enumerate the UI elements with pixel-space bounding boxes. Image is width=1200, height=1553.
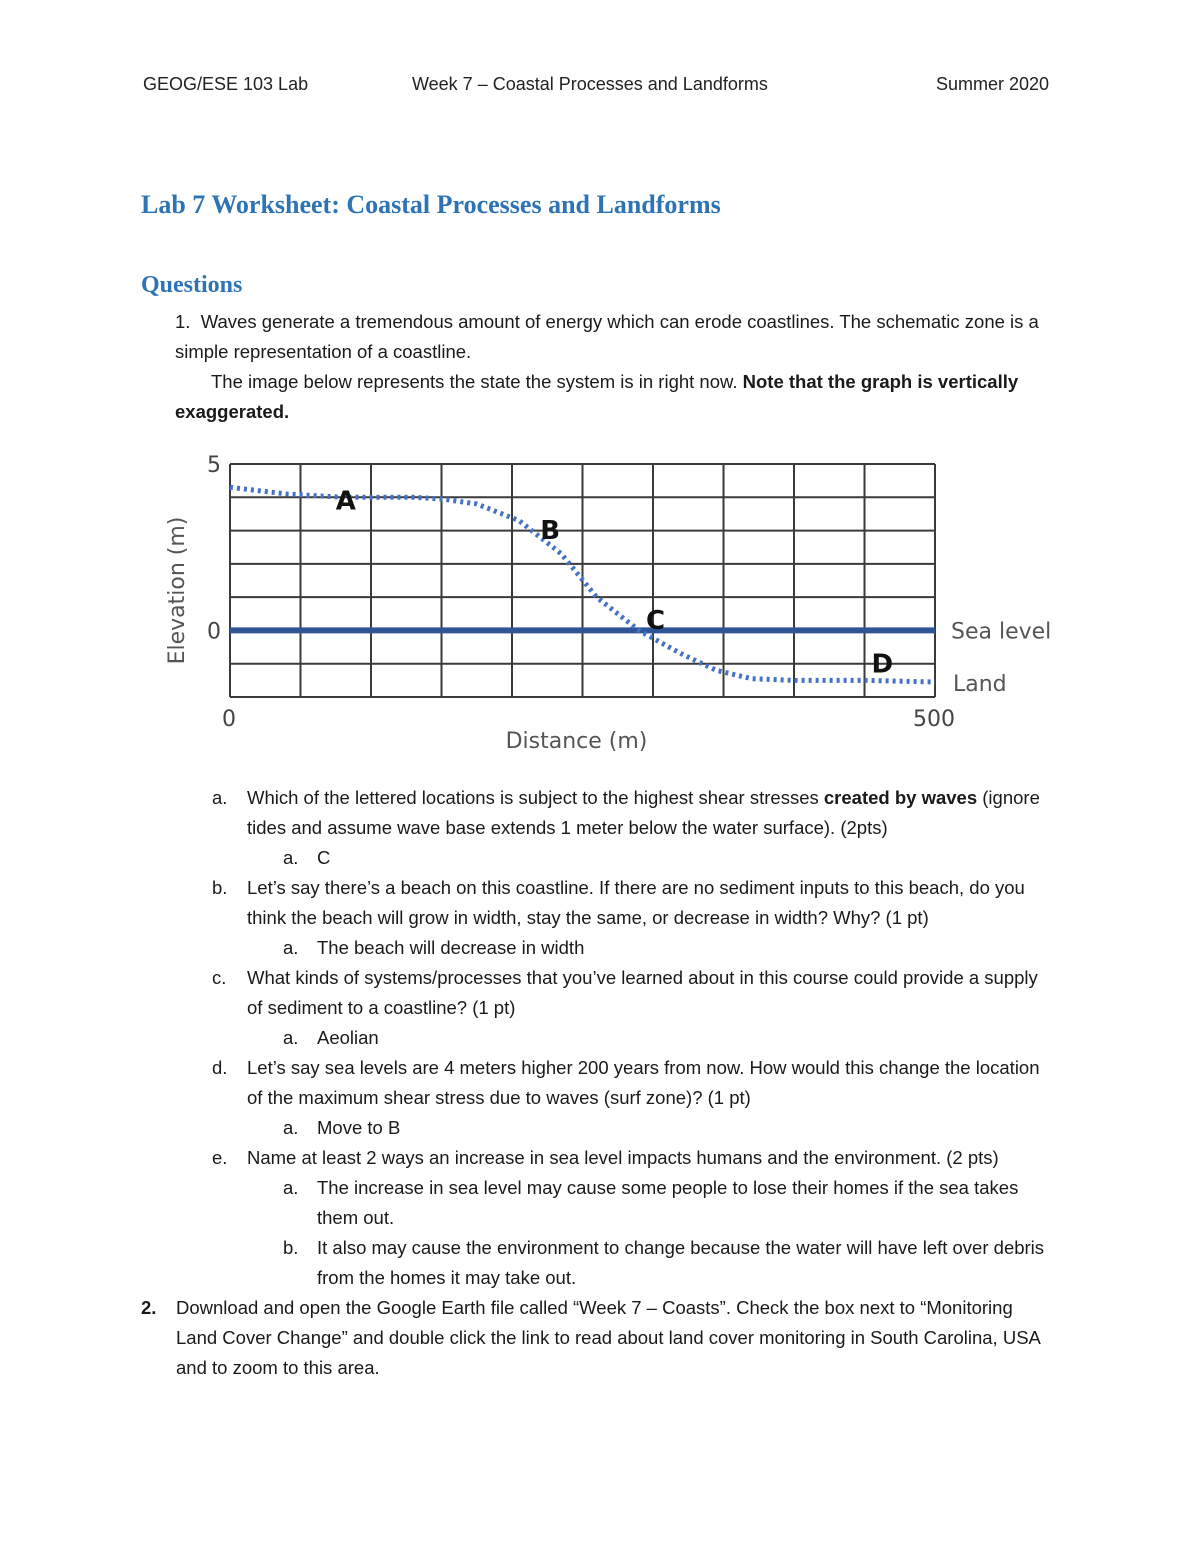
chart-svg xyxy=(150,445,1070,755)
subquestion-text xyxy=(247,783,1057,843)
section-heading: Questions xyxy=(141,272,243,298)
document-title: Lab 7 Worksheet: Coastal Processes and Landforms xyxy=(141,190,721,219)
subquestion-c xyxy=(0,963,1200,1023)
answer-e-1 xyxy=(0,1173,1200,1233)
y-tick-label-top: 5 xyxy=(207,453,221,478)
subquestion-text: Let’s say there’s a beach on this coastline. If there are no sediment inputs to this beach, do you think the beach will grow in width, stay the same, or decrease in width? Why? (1 pt) xyxy=(247,877,1025,928)
subquestion-d xyxy=(0,1053,1200,1113)
answer-e-2 xyxy=(0,1233,1200,1293)
x-tick-label-start: 0 xyxy=(222,707,236,732)
question-1-body: Waves generate a tremendous amount of energy which can erode coastlines. The schematic zone is a simple representation of a coastline. xyxy=(175,311,1039,362)
subquestion-b xyxy=(0,873,1200,933)
question-1 xyxy=(175,307,1055,427)
subquestion-text: What kinds of systems/processes that you’ve learned about in this course could provide a supply of sediment to a coastline? (1 pt) xyxy=(247,967,1038,1018)
header-term: Summer 2020 xyxy=(935,74,1049,94)
subquestion-text-plain: Which of the lettered locations is subject to the highest shear stresses xyxy=(247,787,824,808)
point-label-b: B xyxy=(540,516,561,547)
answer-text: C xyxy=(317,847,331,868)
point-label-c: C xyxy=(645,606,666,637)
question-2-text: Download and open the Google Earth file called “Week 7 – Coasts”. Check the box next to “Monitoring Land Cover Change” and double click the link to read about land cover monitoring in South Carolina, USA and to zoom to this area. xyxy=(176,1297,1040,1378)
subquestion-a xyxy=(0,783,1200,843)
subquestion-e xyxy=(0,1143,1200,1173)
subquestion-letter: e. xyxy=(212,1147,228,1168)
answer-letter: a. xyxy=(283,1177,299,1198)
coastline-profile-chart xyxy=(150,445,1070,755)
note-bold: Note that the graph is vertically exaggerated. xyxy=(175,371,1019,422)
answer-letter: a. xyxy=(283,1027,299,1048)
subquestion-letter: d. xyxy=(212,1057,228,1078)
y-tick-label-zero: 0 xyxy=(207,619,221,645)
subquestion-text-bold: created by waves xyxy=(823,787,978,808)
answer-letter: b. xyxy=(283,1237,299,1258)
answer-text: Move to B xyxy=(317,1117,401,1138)
answer-text: The increase in sea level may cause some people to lose their homes if the sea takes them out. xyxy=(317,1177,1019,1228)
question-1-text xyxy=(175,307,1055,367)
answer-d xyxy=(0,1113,1200,1143)
answer-letter: a. xyxy=(283,1117,299,1138)
answer-c xyxy=(0,1023,1200,1053)
subquestion-letter: c. xyxy=(212,967,227,988)
subquestion-letter: a. xyxy=(212,787,228,808)
answer-letter: a. xyxy=(283,937,299,958)
answer-a xyxy=(0,843,1200,873)
answer-b xyxy=(0,933,1200,963)
answer-letter: a. xyxy=(283,847,299,868)
subquestion-text: Name at least 2 ways an increase in sea level impacts humans and the environment. (2 pts) xyxy=(247,1147,999,1168)
point-label-d: D xyxy=(871,649,894,680)
page-header xyxy=(143,74,1049,98)
answer-text: Aeolian xyxy=(317,1027,379,1048)
question-1-note xyxy=(175,367,1055,427)
header-course: GEOG/ESE 103 Lab xyxy=(143,74,309,94)
question-2 xyxy=(0,1293,1200,1383)
header-week: Week 7 – Coastal Processes and Landforms xyxy=(412,74,768,94)
y-axis-label: Elevation (m) xyxy=(165,516,190,665)
subquestion-text-after: (ignore tides and assume wave base extends 1 meter below the water surface). (2pts) xyxy=(247,787,1040,838)
sea-level-label: Sea level xyxy=(951,619,1052,645)
x-tick-label-end: 500 xyxy=(913,707,955,732)
question-2-number: 2. xyxy=(141,1297,157,1318)
question-1-number: 1. xyxy=(175,311,191,332)
point-labels xyxy=(336,486,893,679)
point-label-a: A xyxy=(335,486,356,517)
answer-text: It also may cause the environment to change because the water will have left over debris from the homes it may take out. xyxy=(317,1237,1045,1288)
land-label: Land xyxy=(953,672,1007,698)
x-axis-label: Distance (m) xyxy=(505,729,648,754)
subquestion-text: Let’s say sea levels are 4 meters higher 200 years from now. How would this change the location of the maximum shear stress due to waves (surf zone)? (1 pt) xyxy=(247,1057,1040,1108)
subquestion-letter: b. xyxy=(212,877,228,898)
note-plain: The image below represents the state the system is in right now. xyxy=(211,371,743,392)
question-1-subquestions xyxy=(0,783,1200,1383)
answer-text: The beach will decrease in width xyxy=(317,937,585,958)
